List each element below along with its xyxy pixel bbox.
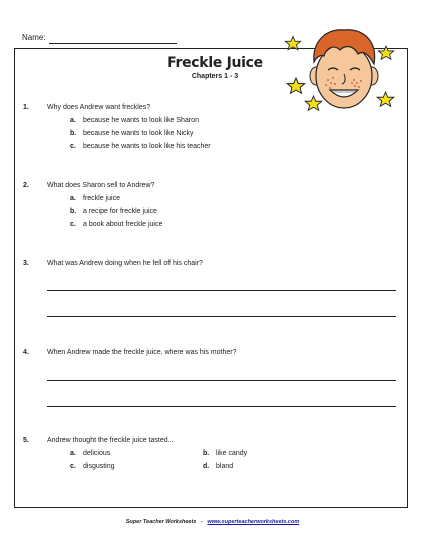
question-5-number: 5. (23, 437, 29, 444)
question-2-option-b[interactable]: b. a recipe for freckle juice (70, 208, 157, 215)
question-1-number: 1. (23, 104, 29, 111)
question-5-option-c[interactable]: c. disgusting (70, 463, 115, 470)
answer-line[interactable] (47, 316, 396, 317)
question-5-text: Andrew thought the freckle juice tasted... (47, 437, 174, 444)
question-1-option-a[interactable]: a. because he wants to look like Sharon (70, 117, 199, 124)
question-1-option-b[interactable]: b. because he wants to look like Nicky (70, 130, 194, 137)
question-3-text: What was Andrew doing when he fell off his chair? (47, 260, 203, 267)
footer-brand: Super Teacher Worksheets (125, 519, 197, 525)
question-3-number: 3. (23, 260, 29, 267)
answer-line[interactable] (47, 380, 396, 381)
footer-separator: - (200, 519, 203, 525)
answer-line[interactable] (47, 290, 396, 291)
footer-url-link[interactable]: www.superteacherworksheets.com (207, 519, 300, 525)
freckled-boy-icon (284, 18, 400, 118)
question-5-option-b[interactable]: b. like candy (203, 450, 248, 457)
question-2-option-c[interactable]: c. a book about freckle juice (70, 221, 163, 228)
question-1-text: Why does Andrew want freckles? (47, 104, 151, 111)
star-icon (287, 78, 305, 93)
question-2-option-a[interactable]: a. freckle juice (70, 195, 120, 202)
star-icon (378, 46, 393, 59)
name-write-line[interactable] (49, 43, 177, 44)
question-2-text: What does Sharon sell to Andrew? (47, 182, 155, 189)
star-icon (305, 96, 322, 110)
question-4-text: When Andrew made the freckle juice, where was his mother? (47, 349, 237, 356)
question-1-option-c[interactable]: c. because he wants to look like his teacher (70, 143, 211, 150)
worksheet-subtitle: Chapters 1 - 3 (191, 73, 239, 80)
worksheet-title: Freckle Juice (167, 55, 263, 71)
name-label: Name: (22, 33, 46, 42)
question-4-number: 4. (23, 349, 29, 356)
question-5-option-d[interactable]: d. bland (203, 463, 234, 470)
star-icon (285, 36, 300, 49)
question-2-number: 2. (23, 182, 29, 189)
star-icon (377, 92, 394, 106)
answer-line[interactable] (47, 406, 396, 407)
question-5-option-a[interactable]: a. delicious (70, 450, 111, 457)
page-footer (0, 519, 425, 525)
